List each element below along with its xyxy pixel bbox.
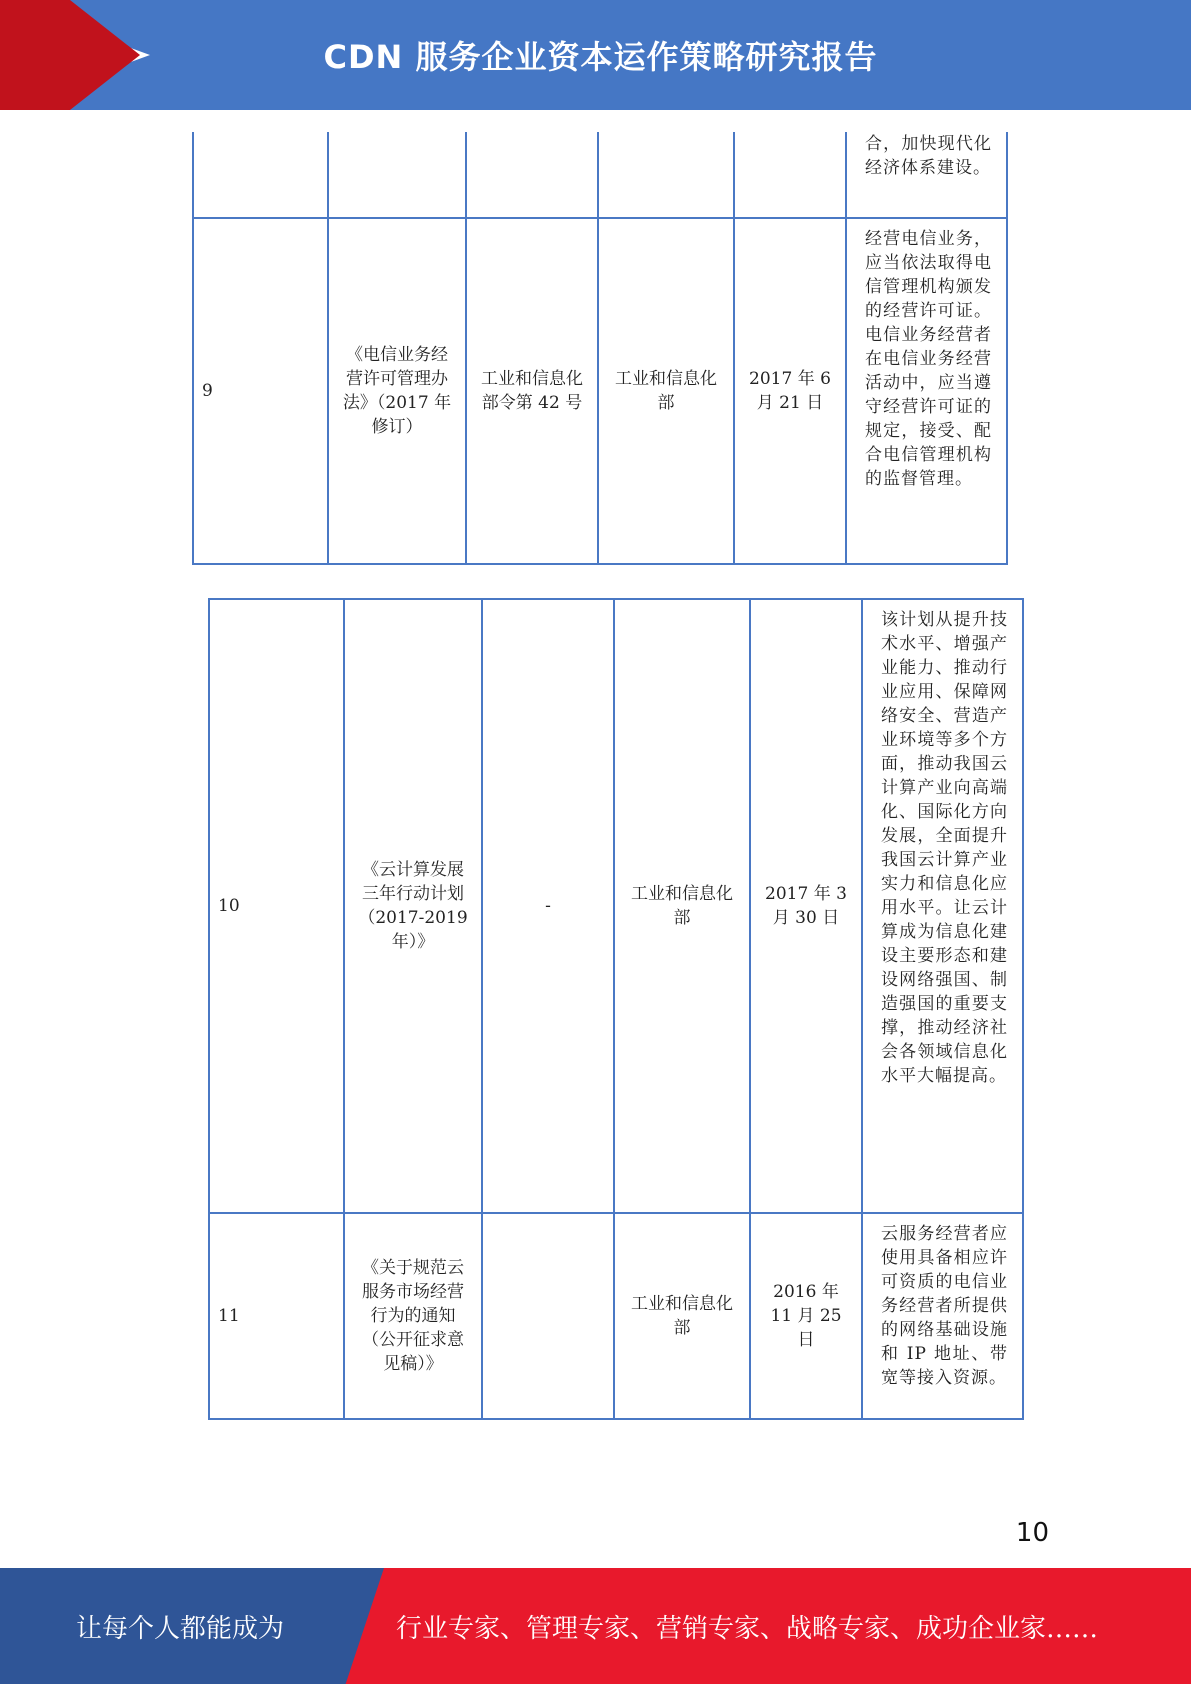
footer-slogan-left: 让每个人都能成为	[75, 1613, 284, 1644]
policy-table-part-1	[192, 132, 1008, 565]
report-title: CDN 服务企业资本运作策略研究报告	[323, 38, 878, 76]
row-number	[193, 132, 328, 218]
issuing-authority	[598, 132, 734, 218]
table-row	[193, 218, 1007, 564]
row-number: 10	[209, 599, 344, 1213]
document-number	[482, 1213, 614, 1419]
document-number: 工业和信息化部令第 42 号	[466, 218, 598, 564]
policy-name: 《关于规范云服务市场经营行为的通知（公开征求意见稿）》	[344, 1213, 482, 1419]
policy-content: 合，加快现代化经济体系建设。	[846, 132, 1007, 218]
policy-content: 该计划从提升技术水平、增强产业能力、推动行业应用、保障网络安全、营造产业环境等多个方面，推动我国云计算产业向高端化、国际化方向发展，全面提升我国云计算产业实力和信息化应用水平。让云计算成为信息化建设主要形态和建设网络强国、制造强国的重要支撑，推动经济社会各领域信息化水平大幅提高。	[862, 599, 1023, 1213]
header-red-block	[0, 0, 70, 110]
table-row	[209, 599, 1023, 1213]
page-number: 10	[1015, 1518, 1049, 1548]
policy-table-part-2	[208, 598, 1024, 1420]
document-number: -	[482, 599, 614, 1213]
policy-name: 《电信业务经营许可管理办法》（2017 年修订）	[328, 218, 466, 564]
issue-date	[734, 132, 846, 218]
issue-date: 2017 年 3 月 30 日	[750, 599, 862, 1213]
policy-name	[328, 132, 466, 218]
issuing-authority: 工业和信息化部	[598, 218, 734, 564]
table-row	[193, 132, 1007, 218]
row-number: 11	[209, 1213, 344, 1419]
issuing-authority: 工业和信息化部	[614, 599, 750, 1213]
footer-slogan-right: 行业专家、管理专家、营销专家、战略专家、成功企业家……	[396, 1613, 1099, 1644]
row-number: 9	[193, 218, 328, 564]
header-red-arrow-icon	[70, 0, 140, 110]
page-header	[0, 0, 1191, 110]
policy-content: 云服务经营者应使用具备相应许可资质的电信业务经营者所提供的网络基础设施和 IP 地址、带宽等接入资源。	[862, 1213, 1023, 1419]
document-number	[466, 132, 598, 218]
table-row	[209, 1213, 1023, 1419]
policy-name: 《云计算发展三年行动计划（2017-2019 年）》	[344, 599, 482, 1213]
issue-date: 2016 年 11 月 25 日	[750, 1213, 862, 1419]
policy-content: 经营电信业务，应当依法取得电信管理机构颁发的经营许可证。电信业务经营者在电信业务经营活动中，应当遵守经营许可证的规定，接受、配合电信管理机构的监督管理。	[846, 218, 1007, 564]
issue-date: 2017 年 6 月 21 日	[734, 218, 846, 564]
issuing-authority: 工业和信息化部	[614, 1213, 750, 1419]
